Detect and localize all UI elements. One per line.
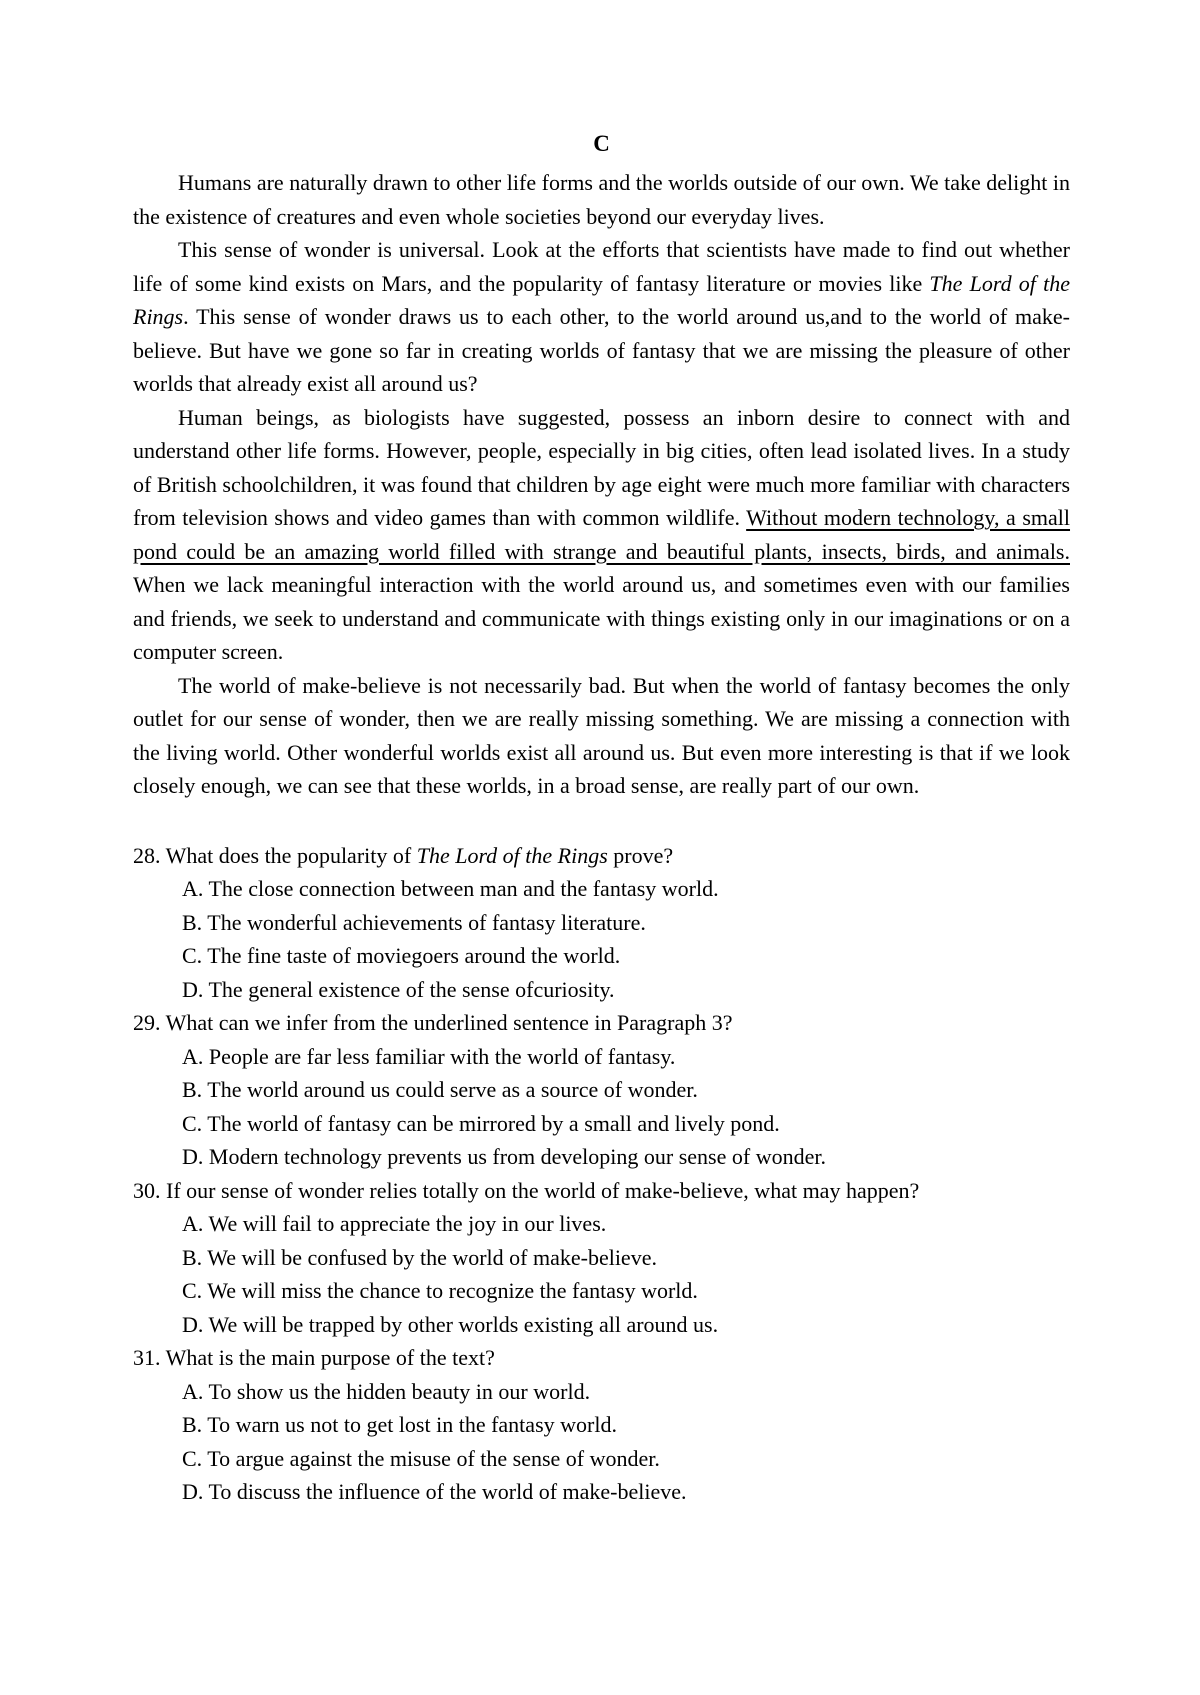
answer-option: C. To argue against the misuse of the sense of wonder. [182,1445,660,1471]
book-title-italic: The Lord of the Rings [416,842,608,868]
answer-option: D. To discuss the influence of the world of make-believe. [182,1479,687,1504]
answer-option: A. People are far less familiar with the world of fantasy. [182,1043,676,1069]
question-text [133,1341,1070,1375]
answer-option: C. The fine taste of moviegoers around the world. [182,943,621,968]
text-run: . This sense of wonder draws us to each other, to the world around us,and to the world of make-believe. But have we gone so far in creating worlds of fantasy that we are missing the pleasure of other worlds that already exist all around us? [133,304,1070,396]
underlined-sentence: Without modern technology, a small pond could be an amazing world filled with strange and beautiful plants, insects, birds, and animals. [133,505,1071,564]
answer-option: A. We will fail to appreciate the joy in our lives. [182,1211,607,1236]
question-list [133,839,1070,1509]
book-title-italic: The Lord of the Rings [133,270,1070,329]
text-run: Humans are naturally drawn to other life forms and the worlds outside of our own. We take delight in the existence of creatures and even whole societies beyond our everyday lives. [133,170,1070,229]
text-run: prove? [607,842,674,868]
answer-option: D. The general existence of the sense ofcuriosity. [182,976,615,1002]
question-text [133,839,1070,873]
passage-paragraph [133,401,1070,669]
text-run: 29. What can we infer from the underlined sentence in Paragraph 3? [133,1010,733,1035]
question-text [133,1174,1070,1208]
text-run: 30. If our sense of wonder relies totally on the world of make-believe, what may happen? [133,1177,920,1203]
passage-paragraph [133,166,1070,233]
answer-option: C. We will miss the chance to recognize the fantasy world. [182,1278,698,1303]
question [133,1006,1070,1174]
answer-option: B. The wonderful achievements of fantasy literature. [182,909,646,935]
text-run: Human beings, as biologists have suggested, possess an inborn desire to connect with and understand other life forms. However, people, especially in big cities, often lead isolated lives. In a study of British schoolchildren, it was found that children by age eight were much more familiar with characters from television shows and video games than with common wildlife. [133,404,1070,530]
question [133,1174,1070,1342]
passage-paragraph [133,669,1070,803]
answer-option: C. The world of fantasy can be mirrored by a small and lively pond. [182,1110,780,1136]
text-run: 31. What is the main purpose of the text? [133,1345,495,1370]
answer-option: B. The world around us could serve as a source of wonder. [182,1077,698,1102]
question [133,839,1070,1007]
answer-option: A. To show us the hidden beauty in our world. [182,1378,591,1404]
answer-option: A. The close connection between man and the fantasy world. [182,876,719,901]
answer-option: B. To warn us not to get lost in the fantasy world. [182,1412,617,1437]
text-run: The world of make-believe is not necessarily bad. But when the world of fantasy becomes the only outlet for our sense of wonder, then we are really missing something. We are missing a connection with the living world. Other wonderful worlds exist all around us. But even more interesting is that if we look closely enough, we can see that these worlds, in a broad sense, are really part of our own. [133,672,1070,798]
answer-option: B. We will be confused by the world of make-believe. [182,1244,657,1270]
section-title: C [593,131,610,156]
answer-option: D. Modern technology prevents us from developing our sense of wonder. [182,1144,826,1169]
text-run: This sense of wonder is universal. Look at the efforts that scientists have made to find out whether life of some kind exists on Mars, and the popularity of fantasy literature or movies like [133,237,1070,296]
text-run: When we lack meaningful interaction with the world around us, and sometimes even with our families and friends, we seek to understand and communicate with things existing only in our imaginations or on a computer screen. [133,572,1070,664]
answer-option: D. We will be trapped by other worlds existing all around us. [182,1311,719,1337]
text-run: 28. What does the popularity of [133,842,417,868]
question [133,1341,1070,1509]
question-text [133,1006,1070,1040]
passage-paragraph [133,233,1070,401]
reading-passage [133,166,1070,803]
